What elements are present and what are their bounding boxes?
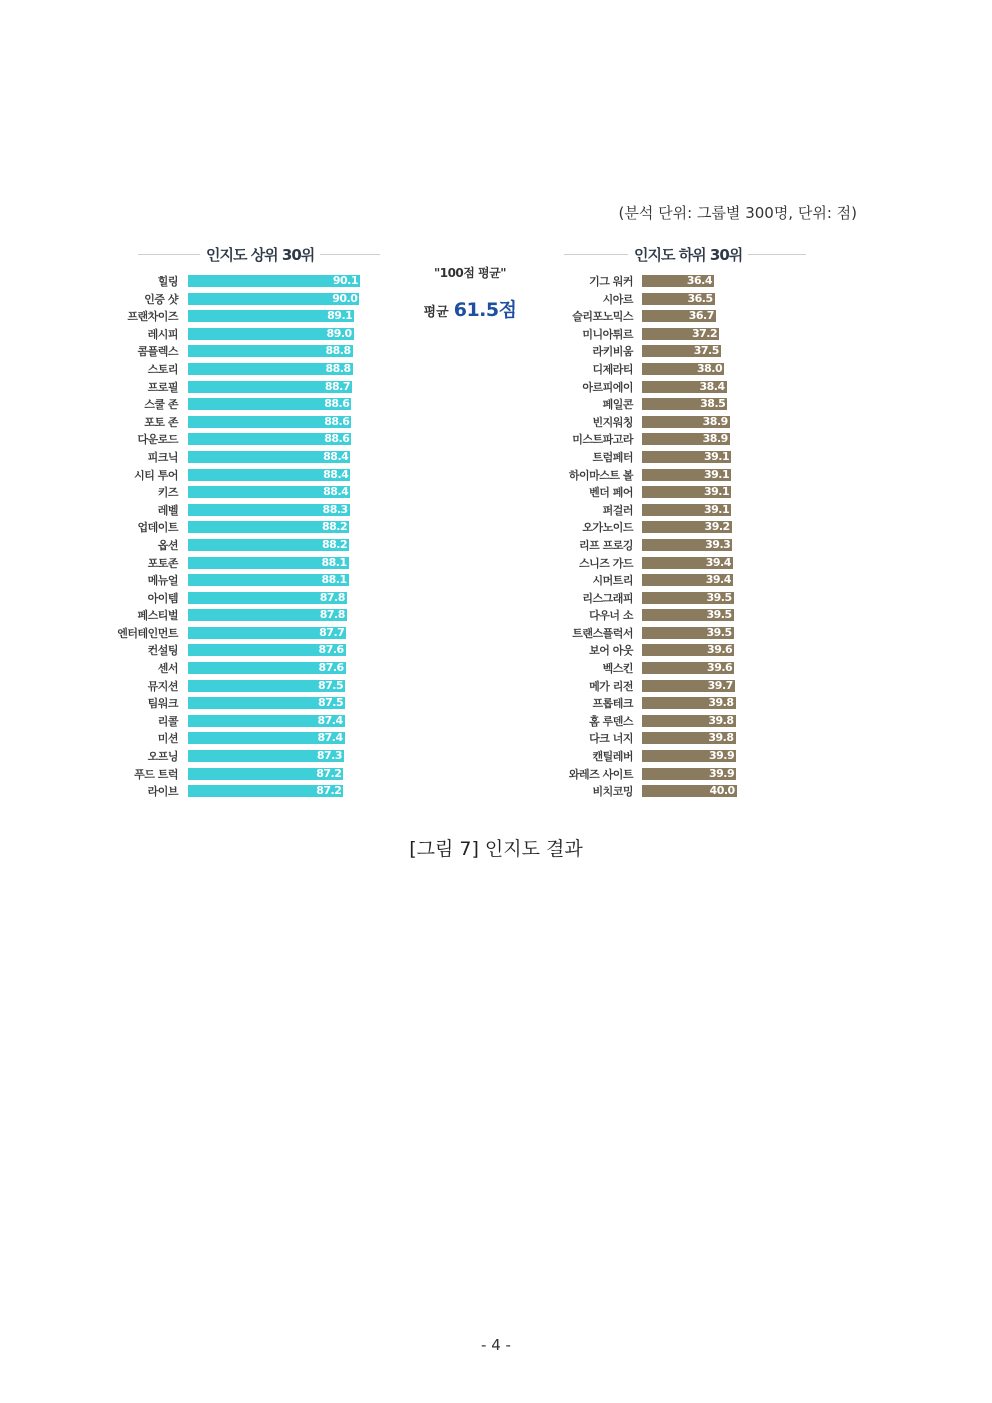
bottom30-category-label: 홈 루덴스 bbox=[589, 714, 633, 728]
top30-value-label: 88.4 bbox=[323, 467, 349, 481]
bottom30-value-label: 38.0 bbox=[696, 361, 723, 375]
top30-bar bbox=[188, 328, 354, 340]
bottom30-row bbox=[562, 641, 812, 659]
top30-value-label: 89.1 bbox=[327, 309, 353, 323]
unit-note: (분석 단위: 그룹별 300명, 단위: 점) bbox=[618, 204, 857, 222]
top30-row bbox=[110, 536, 380, 554]
bottom30-row bbox=[562, 782, 812, 800]
top30-bar bbox=[188, 398, 351, 410]
top30-row bbox=[110, 501, 380, 519]
bottom30-category-label: 기그 워커 bbox=[589, 275, 633, 288]
top30-bar bbox=[188, 504, 350, 516]
top30-row bbox=[110, 729, 380, 747]
bottom30-row bbox=[562, 342, 812, 360]
top30-row bbox=[110, 554, 380, 572]
bottom30-value-label: 36.7 bbox=[688, 309, 714, 323]
top30-row bbox=[110, 272, 380, 290]
top30-bar bbox=[188, 592, 347, 604]
average-value: 61.5점 bbox=[453, 299, 517, 321]
average-line bbox=[400, 295, 540, 322]
top30-category-label: 업데이트 bbox=[137, 521, 178, 535]
bottom30-value-label: 38.9 bbox=[702, 414, 728, 428]
bottom30-row bbox=[562, 448, 812, 466]
bottom30-bar bbox=[642, 539, 732, 551]
bottom30-bar bbox=[642, 557, 733, 569]
bottom30-bar bbox=[642, 609, 734, 621]
bottom30-row bbox=[562, 378, 812, 396]
bottom30-row bbox=[562, 659, 812, 677]
bottom30-category-label: 슬리포노믹스 bbox=[572, 310, 633, 324]
bottom30-row bbox=[562, 518, 812, 536]
bottom30-category-label: 리스그래피 bbox=[582, 591, 633, 605]
top30-row bbox=[110, 395, 380, 413]
bottom30-value-label: 39.5 bbox=[706, 608, 732, 622]
bottom30-value-label: 39.7 bbox=[707, 678, 733, 692]
bottom30-category-label: 빈지워칭 bbox=[592, 415, 633, 429]
bottom30-category-label: 캔틸레버 bbox=[592, 750, 633, 764]
bottom30-bar bbox=[642, 715, 736, 727]
top30-bar bbox=[188, 416, 351, 428]
top30-row bbox=[110, 659, 380, 677]
page-number: - 4 - bbox=[481, 1336, 511, 1354]
top30-row bbox=[110, 360, 380, 378]
bottom30-category-label: 페일콘 bbox=[602, 398, 633, 412]
bottom30-value-label: 39.4 bbox=[705, 573, 731, 587]
bottom30-bar bbox=[642, 592, 734, 604]
top30-value-label: 88.2 bbox=[321, 537, 348, 551]
bottom30-bar bbox=[642, 574, 733, 586]
top30-category-label: 메뉴얼 bbox=[147, 574, 178, 588]
bottom30-row bbox=[562, 554, 812, 572]
bottom30-category-label: 미스트파고라 bbox=[572, 433, 633, 447]
top30-value-label: 88.4 bbox=[323, 449, 349, 463]
bottom30-row bbox=[562, 413, 812, 431]
bottom30-category-label: 벡스킨 bbox=[602, 662, 633, 676]
top30-bar bbox=[188, 732, 345, 744]
top30-value-label: 90.0 bbox=[332, 291, 358, 305]
top30-bar bbox=[188, 521, 349, 533]
bottom30-bar bbox=[642, 293, 715, 305]
top30-value-label: 87.2 bbox=[316, 784, 342, 798]
top30-bar bbox=[188, 697, 345, 709]
top30-category-label: 리콜 bbox=[157, 714, 178, 728]
top30-value-label: 87.6 bbox=[318, 661, 344, 675]
top30-category-label: 스쿨 존 bbox=[144, 398, 178, 412]
top30-row bbox=[110, 413, 380, 431]
bottom30-row bbox=[562, 624, 812, 642]
top30-bar bbox=[188, 644, 346, 656]
bottom30-bar bbox=[642, 345, 721, 357]
top30-row bbox=[110, 518, 380, 536]
bottom30-bar bbox=[642, 381, 727, 393]
bottom30-category-label: 라키비움 bbox=[592, 345, 633, 359]
bottom30-row bbox=[562, 694, 812, 712]
top30-bar bbox=[188, 469, 350, 481]
top30-category-label: 시티 투어 bbox=[134, 468, 178, 482]
bottom30-bar bbox=[642, 644, 734, 656]
bottom30-bar bbox=[642, 504, 731, 516]
bottom30-category-label: 시아르 bbox=[602, 292, 633, 306]
top30-category-label: 미션 bbox=[157, 732, 178, 746]
top30-bar bbox=[188, 557, 349, 569]
top30-bar bbox=[188, 275, 360, 287]
top30-category-label: 피크닉 bbox=[147, 450, 178, 464]
top30-row bbox=[110, 307, 380, 325]
bottom30-row bbox=[562, 729, 812, 747]
bottom30-category-label: 미니아튀르 bbox=[582, 327, 633, 341]
top30-value-label: 87.8 bbox=[319, 590, 345, 604]
top30-value-label: 88.7 bbox=[324, 379, 350, 393]
top30-value-label: 87.4 bbox=[317, 713, 343, 727]
top30-title: 인지도 상위 30위 bbox=[200, 244, 320, 265]
bottom30-value-label: 39.8 bbox=[708, 731, 734, 745]
bottom30-title-row bbox=[562, 238, 812, 272]
top30-bar bbox=[188, 539, 349, 551]
top30-value-label: 88.6 bbox=[324, 414, 350, 428]
bottom30-bar bbox=[642, 328, 719, 340]
top30-category-label: 엔터테인먼트 bbox=[117, 626, 178, 640]
top30-category-label: 센서 bbox=[157, 662, 178, 676]
bottom30-value-label: 38.9 bbox=[702, 432, 728, 446]
top30-bar bbox=[188, 768, 343, 780]
bottom30-row bbox=[562, 536, 812, 554]
bottom30-value-label: 39.9 bbox=[708, 766, 735, 780]
bottom30-value-label: 39.1 bbox=[703, 467, 730, 481]
top30-bar bbox=[188, 381, 352, 393]
bottom30-row bbox=[562, 677, 812, 695]
bottom30-value-label: 39.8 bbox=[708, 696, 734, 710]
bottom30-category-label: 스니즈 가드 bbox=[579, 556, 633, 570]
top30-category-label: 인증 샷 bbox=[144, 292, 178, 306]
bottom30-row bbox=[562, 272, 812, 290]
bottom30-value-label: 40.0 bbox=[709, 784, 735, 798]
bottom30-bar bbox=[642, 469, 731, 481]
top30-value-label: 88.6 bbox=[324, 432, 350, 446]
bottom30-value-label: 36.4 bbox=[686, 274, 712, 287]
bottom30-category-label: 다크 너지 bbox=[589, 732, 633, 746]
figure-caption: [그림 7] 인지도 결과 bbox=[409, 838, 583, 860]
top30-bar bbox=[188, 345, 353, 357]
top30-value-label: 89.0 bbox=[326, 326, 352, 340]
top30-value-label: 88.2 bbox=[321, 520, 348, 534]
top30-category-label: 아이템 bbox=[147, 591, 178, 605]
bottom30-row bbox=[562, 307, 812, 325]
top30-value-label: 88.6 bbox=[324, 397, 350, 411]
top30-value-label: 88.1 bbox=[321, 555, 347, 569]
bottom30-row bbox=[562, 501, 812, 519]
bottom30-category-label: 시머트리 bbox=[592, 574, 633, 588]
top30-row bbox=[110, 325, 380, 343]
top30-category-label: 다운로드 bbox=[137, 433, 178, 447]
top30-bar bbox=[188, 293, 359, 305]
bottom30-value-label: 39.6 bbox=[707, 661, 733, 675]
top30-category-label: 컨설팅 bbox=[147, 644, 178, 658]
bottom30-value-label: 39.4 bbox=[705, 555, 731, 569]
bottom30-row bbox=[562, 395, 812, 413]
bottom30-category-label: 보어 아웃 bbox=[589, 644, 633, 658]
bottom30-value-label: 39.8 bbox=[708, 713, 734, 727]
bottom30-row bbox=[562, 765, 812, 783]
top30-value-label: 87.3 bbox=[316, 749, 342, 763]
top30-row bbox=[110, 747, 380, 765]
top30-value-label: 88.8 bbox=[325, 361, 351, 375]
bottom30-value-label: 38.5 bbox=[700, 397, 726, 411]
bottom30-category-label: 리프 프로깅 bbox=[579, 538, 633, 552]
top30-value-label: 87.7 bbox=[319, 625, 345, 639]
bottom30-bar bbox=[642, 768, 736, 780]
top30-category-label: 레벨 bbox=[157, 503, 178, 517]
top30-category-label: 스토리 bbox=[147, 362, 178, 376]
top30-bar bbox=[188, 574, 349, 586]
top30-bar bbox=[188, 433, 351, 445]
top30-bar bbox=[188, 609, 347, 621]
top30-row bbox=[110, 466, 380, 484]
top30-row bbox=[110, 378, 380, 396]
top30-row bbox=[110, 782, 380, 800]
bottom30-category-label: 트랜스플럭서 bbox=[572, 626, 633, 640]
bottom30-category-label: 디제라티 bbox=[592, 362, 633, 376]
bottom30-category-label: 아르피에이 bbox=[582, 380, 633, 394]
bottom30-bar bbox=[642, 521, 732, 533]
top30-bar bbox=[188, 785, 343, 797]
top30-category-label: 포토존 bbox=[147, 556, 178, 570]
top30-value-label: 87.2 bbox=[316, 766, 342, 780]
bottom30-bar bbox=[642, 732, 736, 744]
top30-bars bbox=[110, 272, 380, 800]
bottom30-row bbox=[562, 360, 812, 378]
top30-row bbox=[110, 448, 380, 466]
bottom30-row bbox=[562, 325, 812, 343]
top30-bar bbox=[188, 680, 345, 692]
top30-category-label: 팀워크 bbox=[147, 697, 178, 711]
bottom30-category-label: 하이마스트 볼 bbox=[568, 468, 633, 482]
bottom30-category-label: 퍼걸러 bbox=[602, 503, 633, 517]
bottom30-bar bbox=[642, 275, 714, 287]
top30-row bbox=[110, 342, 380, 360]
bottom30-value-label: 39.3 bbox=[705, 537, 731, 551]
bottom30-bar bbox=[642, 697, 736, 709]
bottom30-bar bbox=[642, 398, 727, 410]
top30-value-label: 87.8 bbox=[319, 608, 345, 622]
bottom30-row bbox=[562, 712, 812, 730]
bottom30-value-label: 39.1 bbox=[703, 485, 730, 499]
bottom30-bar bbox=[642, 680, 735, 692]
bottom30-row bbox=[562, 606, 812, 624]
bottom30-value-label: 39.5 bbox=[706, 590, 732, 604]
top30-category-label: 뮤지션 bbox=[147, 679, 178, 693]
top30-value-label: 87.5 bbox=[317, 678, 344, 692]
bottom30-category-label: 메가 리전 bbox=[589, 679, 633, 693]
top30-category-label: 콤플렉스 bbox=[137, 345, 178, 359]
bottom30-row bbox=[562, 571, 812, 589]
top30-row bbox=[110, 606, 380, 624]
top30-category-label: 키즈 bbox=[157, 486, 178, 500]
bottom30-bar bbox=[642, 750, 736, 762]
bottom30-value-label: 39.2 bbox=[704, 520, 730, 534]
bottom30-bar bbox=[642, 310, 716, 322]
bottom30-value-label: 39.5 bbox=[706, 625, 732, 639]
top30-bar bbox=[188, 627, 346, 639]
top30-bar bbox=[188, 715, 345, 727]
top30-category-label: 프랜차이즈 bbox=[127, 310, 178, 324]
top30-category-label: 힐링 bbox=[157, 275, 178, 288]
top30-bar bbox=[188, 363, 353, 375]
top30-bar bbox=[188, 451, 350, 463]
top30-title-row bbox=[110, 238, 380, 272]
bottom30-category-label: 벤더 페어 bbox=[589, 486, 633, 500]
top30-category-label: 포토 존 bbox=[144, 415, 178, 429]
top30-row bbox=[110, 765, 380, 783]
bottom30-bar bbox=[642, 486, 731, 498]
bottom30-bar bbox=[642, 627, 734, 639]
bottom30-value-label: 39.9 bbox=[708, 749, 735, 763]
top30-category-label: 라이브 bbox=[147, 785, 178, 799]
top30-row bbox=[110, 483, 380, 501]
top30-value-label: 88.3 bbox=[322, 502, 348, 516]
bottom30-row bbox=[562, 430, 812, 448]
top30-row bbox=[110, 571, 380, 589]
bottom30-bar bbox=[642, 662, 734, 674]
top30-category-label: 페스티벌 bbox=[137, 609, 178, 623]
top30-bar bbox=[188, 310, 354, 322]
average-caption: "100점 평균" bbox=[433, 266, 506, 280]
bottom30-value-label: 38.4 bbox=[699, 379, 725, 393]
top30-row bbox=[110, 290, 380, 308]
top30-value-label: 88.1 bbox=[321, 573, 347, 587]
top30-value-label: 88.4 bbox=[323, 485, 349, 499]
top30-bar bbox=[188, 662, 346, 674]
top30-bar bbox=[188, 486, 350, 498]
average-prefix: 평균 bbox=[423, 305, 449, 320]
bottom30-row bbox=[562, 290, 812, 308]
bottom30-bar bbox=[642, 416, 730, 428]
bottom30-row bbox=[562, 747, 812, 765]
top30-row bbox=[110, 624, 380, 642]
bottom30-bar bbox=[642, 433, 730, 445]
bottom30-category-label: 프롭테크 bbox=[592, 697, 633, 711]
bottom30-category-label: 와레즈 사이트 bbox=[568, 767, 633, 781]
top30-value-label: 87.4 bbox=[317, 731, 343, 745]
bottom30-chart bbox=[562, 238, 812, 800]
bottom30-bar bbox=[642, 363, 724, 375]
top30-value-label: 87.6 bbox=[318, 643, 344, 657]
average-box bbox=[400, 264, 540, 322]
bottom30-value-label: 39.1 bbox=[703, 502, 730, 516]
bottom30-row bbox=[562, 466, 812, 484]
top30-row bbox=[110, 694, 380, 712]
bottom30-row bbox=[562, 589, 812, 607]
top30-value-label: 88.8 bbox=[325, 344, 351, 358]
bottom30-row bbox=[562, 483, 812, 501]
top30-value-label: 90.1 bbox=[332, 274, 358, 287]
bottom30-value-label: 37.5 bbox=[693, 344, 719, 358]
top30-category-label: 푸드 트럭 bbox=[134, 767, 178, 781]
bottom30-category-label: 비치코밍 bbox=[592, 785, 633, 799]
top30-row bbox=[110, 641, 380, 659]
bottom30-value-label: 37.2 bbox=[691, 326, 718, 340]
bottom30-bar bbox=[642, 785, 737, 797]
bottom30-title: 인지도 하위 30위 bbox=[628, 244, 748, 265]
top30-row bbox=[110, 430, 380, 448]
top30-row bbox=[110, 589, 380, 607]
top30-value-label: 87.5 bbox=[317, 696, 344, 710]
top30-category-label: 옵션 bbox=[157, 538, 178, 552]
top30-chart bbox=[110, 238, 380, 800]
top30-bar bbox=[188, 750, 344, 762]
bottom30-category-label: 트럼페터 bbox=[592, 450, 633, 464]
top30-category-label: 프로필 bbox=[147, 380, 178, 394]
bottom30-bar bbox=[642, 451, 731, 463]
top30-row bbox=[110, 712, 380, 730]
bottom30-category-label: 오가노이드 bbox=[582, 521, 633, 535]
bottom30-value-label: 36.5 bbox=[687, 291, 713, 305]
top30-category-label: 레시피 bbox=[147, 327, 178, 341]
bottom30-category-label: 다우너 소 bbox=[589, 609, 633, 623]
top30-row bbox=[110, 677, 380, 695]
bottom30-bars bbox=[562, 272, 812, 800]
top30-category-label: 오프닝 bbox=[147, 750, 178, 764]
bottom30-value-label: 39.6 bbox=[707, 643, 733, 657]
bottom30-value-label: 39.1 bbox=[703, 449, 730, 463]
